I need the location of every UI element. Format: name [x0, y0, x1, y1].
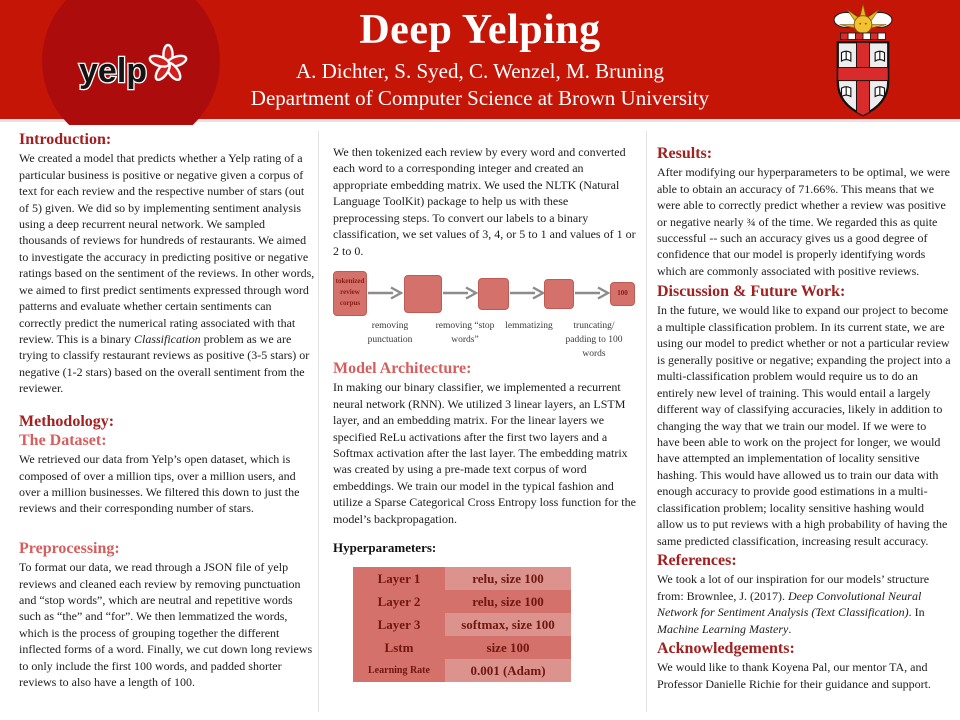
pipeline-box-100: 100: [610, 282, 635, 306]
table-row: [353, 636, 571, 659]
column-results-discussion: [657, 130, 951, 692]
column-divider: [646, 131, 647, 712]
references-italic-2: Machine Learning Mastery: [657, 621, 789, 636]
table-value-cell: softmax, size 100: [445, 613, 571, 636]
introduction-italic: Classification: [133, 332, 201, 346]
pipeline-box-2: [404, 275, 442, 313]
header-text-block: [240, 6, 720, 111]
arrow-right-icon: [443, 286, 478, 300]
yelp-burst-icon: [149, 45, 188, 82]
dataset-heading: The Dataset:: [19, 431, 107, 449]
introduction-text-1: We created a model that predicts whether a Yelp rating of a particular business is positive or negative given a corpus of text for each review and the respective number of stars (out of 5) given. We did so by implementing sentiment analysis using a deep recurrent neural network. We sampled thousands of reviews for hundreds of restaurants. We aimed to investigate the accuracy in predicting positive or negative ratings based on the sentiment of the reviews. In other words, we aimed to first predict sentiments expressed through word patterns and evaluate whether certain sentiments can correctly predict the numerical rating associated with that review. This is a binary: [19, 151, 315, 346]
poster-authors: A. Dichter, S. Syed, C. Wenzel, M. Bruning: [295, 59, 665, 84]
introduction-heading: Introduction:: [19, 131, 112, 148]
poster-title: Deep Yelping: [359, 7, 601, 53]
pipeline-box-tokenized-corpus: tokenized review corpus: [333, 271, 367, 316]
hyperparameters-table: [353, 567, 571, 682]
arrow-right-icon: [368, 286, 403, 300]
column-divider: [318, 131, 319, 712]
model-architecture-paragraph: In making our binary classifier, we implemented a recurrent neural network (RNN). We utilized 3 linear layers, an LSTM layer, and an embedding matrix. For the linear layers we specified ReLu activations after the first two layers and a Softmax activation after the last layer. The embedding matrix was created by using a pre-made text corpus of word embeddings. We train our model in the typical fashion and utilize a Sparse Categorical Cross Entropy loss function for the model’s backpropagation.: [333, 380, 636, 526]
table-param-cell: Lstm: [353, 636, 445, 659]
yelp-wordmark: yelp: [79, 52, 148, 90]
pipeline-step-label: lemmatizing: [505, 321, 553, 332]
references-text-2: . In: [908, 605, 925, 620]
table-row: [353, 567, 571, 590]
table-value-cell: relu, size 100: [445, 590, 571, 613]
brown-university-crest-icon: [830, 4, 896, 118]
table-param-cell: Layer 1: [353, 567, 445, 590]
arrow-right-icon: [575, 286, 610, 300]
table-row: [353, 659, 571, 682]
yelp-logo-icon: [71, 42, 191, 94]
table-row: [353, 590, 571, 613]
references-text-1: We took a lot of our inspiration for our models’ structure from: Brownlee, J. (2017).: [657, 572, 930, 603]
table-param-cell: Layer 2: [353, 590, 445, 613]
pipeline-step-label: truncating/ padding to 100 words: [565, 321, 623, 359]
preprocessing-paragraph: To format our data, we read through a JSON file of yelp reviews and cleaned each review by removing punctuation and “stop words”, which are neutral and repetitive words such as “the” and “for”. We then lemmatized the words, which is the process of grouping together the different inflected forms of a word. Finally, we cut down long reviews to only include the first 100 words, and padded shorter reviews to also have a length of 100.: [19, 560, 313, 690]
poster-body: [0, 125, 960, 720]
preprocessing-heading: Preprocessing:: [19, 539, 120, 557]
pipeline-box-3: [478, 278, 509, 310]
discussion-paragraph: In the future, we would like to expand our project to become a multiple classification problem. In its current state, we are using our model to predict whether or not a particular review is generally positive or negative; expanding the project into a multi-classification problem would require us to do an entirely new level of training. This would entail a largely different way of classifying accuracies, likely in addition to changing the way that we train our model. If we were to have been able to work on the project for longer, we would have attempted an implementation of locality sensitive hashing. This would have allowed us to train our data with enough accuracy to provide good estimations in a multi-classification problem; locality sensitive hashing would allow us to put reviews with a high probability of having the same predicted classification, increasing result accuracy.: [657, 303, 951, 548]
table-param-cell: Learning Rate: [353, 659, 445, 682]
arrow-right-icon: [510, 286, 545, 300]
torse: [841, 33, 886, 40]
pipeline-step-label: removing “stop words”: [435, 321, 495, 345]
methodology-heading: Methodology:: [19, 412, 115, 430]
acknowledgements-heading: Acknowledgements:: [657, 639, 795, 657]
references-heading: References:: [657, 552, 737, 569]
references-text-3: .: [788, 621, 792, 636]
column-introduction-methodology: [19, 130, 315, 691]
model-architecture-heading: Model Architecture:: [333, 360, 472, 378]
acknowledgements-paragraph: We would like to thank Koyena Pal, our mentor TA, and Professor Danielle Richie for their guidance and support.: [657, 660, 931, 691]
pipeline-box-4: [544, 279, 574, 309]
tokenization-paragraph: We then tokenized each review by every word and converted each word to a corresponding integer and created an appropriate embedding matrix. We used the NLTK (Natural Language ToolKit) package to help us with these preprocessing steps. To convert our labels to a binary classification, we set values of 3, 4, or 5 to 1 and values of 1 or 2 to 0.: [333, 145, 636, 258]
dataset-paragraph: We retrieved our data from Yelp’s open dataset, which is composed of over a million tips, over a million users, and over a million businesses. We filtered this down to just the reviews and their corresponding number of stars.: [19, 452, 300, 516]
table-value-cell: relu, size 100: [445, 567, 571, 590]
table-value-cell: 0.001 (Adam): [445, 659, 571, 682]
table-row: [353, 613, 571, 636]
column-pipeline-model: [333, 130, 636, 682]
hyperparameters-heading: Hyperparameters:: [333, 540, 437, 556]
discussion-heading: Discussion & Future Work:: [657, 283, 846, 301]
references-italic-1: Deep Convolutional Neural Network for Sentiment Analysis (Text Classification): [657, 588, 922, 620]
references-paragraph: [657, 571, 951, 637]
results-heading: Results:: [657, 145, 713, 162]
poster-affiliation: Department of Computer Science at Brown University: [250, 85, 710, 110]
table-value-cell: size 100: [445, 636, 571, 659]
poster-header: [0, 0, 960, 122]
results-paragraph: After modifying our hyperparameters to be optimal, we were able to obtain an accuracy of 71.66%. This means that we were able to correctly predict whether a review was positive or negative nearly ¾ of the time. We regarded this as quite successful -- such an accuracy gives us a good degree of confidence that our model is properly identifying words which are commonly associated with positive reviews.: [657, 165, 950, 278]
introduction-paragraph: [19, 150, 315, 397]
table-param-cell: Layer 3: [353, 613, 445, 636]
introduction-text-2: problem as we are trying to classify restaurant reviews as positive (3-5 stars) or negative (1-2 stars) based on the overall sentiment from the reviewer.: [19, 332, 310, 396]
pipeline-step-label: removing punctuation: [367, 321, 413, 345]
preprocessing-pipeline-diagram: [333, 271, 636, 359]
